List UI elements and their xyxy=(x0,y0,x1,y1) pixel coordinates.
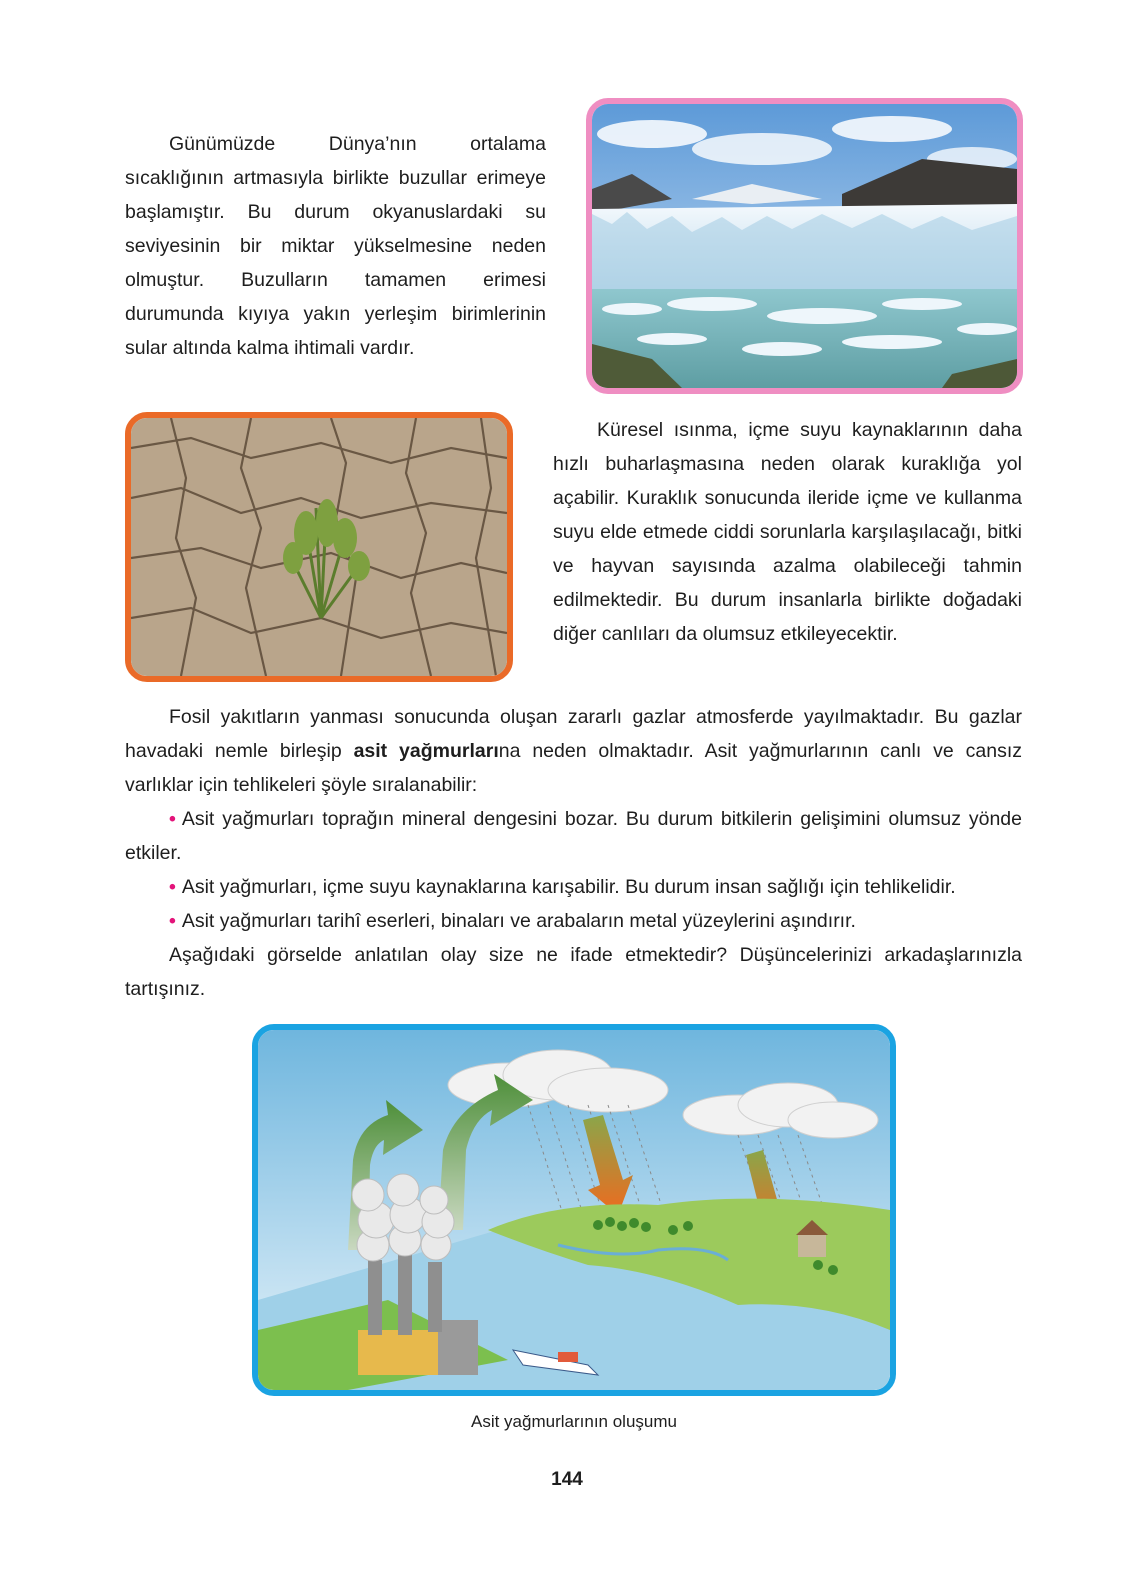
bullet-dot: • xyxy=(169,808,176,830)
figure-caption: Asit yağmurlarının oluşumu xyxy=(471,1412,677,1431)
bullet-item xyxy=(125,870,1022,904)
acid-rain-term: asit yağmurları xyxy=(353,740,499,762)
bullet-text: Asit yağmurları tarihî eserleri, binaları ve arabaların metal yüzeylerini aşındırır. xyxy=(181,910,856,932)
acid-rain-section xyxy=(125,700,1022,1006)
drought-paragraph xyxy=(553,413,1022,651)
bullet-item xyxy=(125,802,1022,870)
bullet-text: Asit yağmurları, içme suyu kaynaklarına karışabilir. Bu durum insan sağlığı için tehlikelidir. xyxy=(181,876,956,898)
acid-rain-illustration xyxy=(252,1024,896,1396)
bullet-item xyxy=(125,904,1022,938)
bullet-text: Asit yağmurları toprağın mineral dengesini bozar. Bu durum bitkilerin gelişimini olumsuz yönde etkiler. xyxy=(125,808,1022,864)
glacier-paragraph-text: Günümüzde Dünya’nın ortalama sıcaklığının artmasıyla birlikte buzullar erimeye başlamıştır. Bu durum okyanuslardaki su seviyesinin bir miktar yükselmesine neden olmuştur. Buzulların tamamen erimesi durumunda kıyıya yakın yerleşim birimlerinin sular altında kalma ihtimali vardır. xyxy=(125,133,546,359)
acid-rain-intro-start: Fosil yakıtların yanması sonucunda oluşan zararlı gazlar atmosferde yayılmaktadır. Bu gazlar havadaki nemle birleşip xyxy=(125,706,1022,762)
bullet-dot: • xyxy=(169,910,176,932)
page-number: 144 xyxy=(551,1469,583,1490)
drought-photo xyxy=(125,412,513,682)
bullet-dot: • xyxy=(169,876,176,898)
discussion-prompt: Aşağıdaki görselde anlatılan olay size ne ifade etmektedir? Düşüncelerinizi arkadaşlarınızla tartışınız. xyxy=(125,944,1022,1000)
glacier-paragraph xyxy=(125,127,546,365)
acid-rain-intro-end: na neden olmaktadır. Asit yağmurlarının canlı ve cansız varlıklar için tehlikeleri şöyle sıralanabilir: xyxy=(125,740,1022,796)
acid-rain-intro xyxy=(125,700,1022,802)
drought-paragraph-text: Küresel ısınma, içme suyu kaynaklarının daha hızlı buharlaşmasına neden olarak kuraklığa yol açabilir. Kuraklık sonucunda ileride içme ve kullanma suyu elde etmede ciddi sorunlarla karşılaşılacağı, bitki ve hayvan sayısında azalma olabileceği tahmin edilmektedir. Bu durum insanlarla birlikte doğadaki diğer canlıları da olumsuz etkileyecektir. xyxy=(553,419,1022,645)
glacier-photo xyxy=(586,98,1023,394)
